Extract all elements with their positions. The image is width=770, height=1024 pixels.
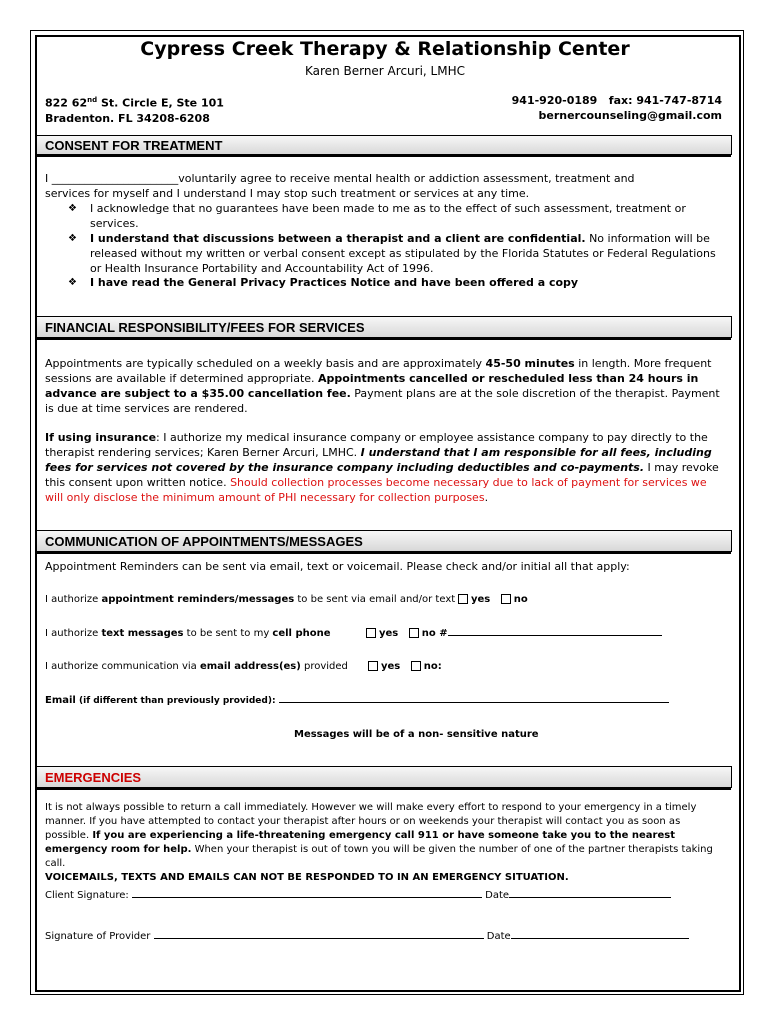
bullet-2-rest: No information will be released without my written or verbal consent except as stipulated by the Florida Statutes or Federal Regulations or Health Insurance Portability and Accountability Act of 1996. <box>90 232 716 275</box>
email-no-checkbox[interactable] <box>411 661 421 671</box>
provider-signature-label: Signature of Provider <box>45 931 151 942</box>
p2-b: : I authorize my medical insurance company or employee assistance company to pay directly to the therapist rendering services; Karen Berner Arcuri, LMHC. <box>45 431 708 459</box>
street-rest: St. Circle E, Ste 101 <box>97 96 224 110</box>
cell-number-field[interactable] <box>448 635 662 636</box>
yes-label: yes <box>471 594 491 605</box>
em-b: If you are experiencing a life-threatening emergency call 911 or have someone take you to the nearest emergency room for help. <box>45 830 675 855</box>
row2-c: to be sent to my <box>183 628 273 639</box>
provider-date-label: Date <box>486 931 511 942</box>
no-hash-label: no # <box>421 628 448 639</box>
p2-a: If using insurance <box>45 431 157 444</box>
p2-red: Should collection processes become necessary due to lack of payment for services we will only disclose the minimum amount of PHI necessary for collection purposes <box>45 476 707 504</box>
emergencies-paragraph <box>45 801 725 885</box>
intro-text: voluntarily agree to receive mental health or addiction assessment, treatment and <box>178 172 635 185</box>
row2-d: cell phone <box>272 628 331 639</box>
p1-e: Payment plans are at the sole discretion of the therapist. Payment is due at time services are rendered. <box>45 387 720 415</box>
name-blank[interactable]: _______________________ <box>51 172 179 185</box>
row2-b: text messages <box>101 628 184 639</box>
row1-c: to be sent via email and/or text <box>294 594 456 605</box>
reminders-yes-checkbox[interactable] <box>458 594 468 604</box>
text-no-checkbox[interactable] <box>409 628 419 638</box>
p1-b: 45-50 minutes <box>485 357 575 370</box>
contact-block <box>512 93 722 123</box>
em-d: VOICEMAILS, TEXTS AND EMAILS CAN NOT BE RESPONDED TO IN AN EMERGENCY SITUATION. <box>45 872 569 883</box>
bullet-3-text: I have read the General Privacy Practices Notice and have been offered a copy <box>90 276 579 289</box>
row2-a: I authorize <box>45 628 102 639</box>
em-a: It is not always possible to return a call immediately. However we will make every effort to respond to your emergency in a timely manner. If you have attempted to contact your therapist after hours or on weekends your therapist will contact you as soon as possible. <box>45 802 697 841</box>
communication-heading <box>37 530 732 552</box>
provider-signature-row <box>45 931 689 942</box>
phone-fax: 941-920-0189 fax: 941-747-8714 <box>511 94 722 107</box>
financial-heading <box>37 316 732 338</box>
email-note: (if different than previously provided): <box>75 696 276 706</box>
consent-bullet-1 <box>68 201 718 231</box>
center-title: Cypress Creek Therapy & Relationship Center <box>140 38 630 60</box>
street-number: 822 62 <box>45 96 88 110</box>
email-row <box>45 661 348 672</box>
address-block <box>45 93 224 126</box>
consent-intro <box>45 171 725 201</box>
reminders-options <box>458 594 528 605</box>
communication-intro: Appointment Reminders can be sent via email, text or voicemail. Please check and/or initial all that apply: <box>45 560 630 573</box>
bullet-2-bold: I understand that discussions between a therapist and a client are confidential. <box>90 232 586 245</box>
consent-bullet-3 <box>68 275 718 290</box>
no-colon-label: no: <box>423 661 442 672</box>
row3-b: email address(es) <box>199 661 301 672</box>
text-yes-checkbox[interactable] <box>366 628 376 638</box>
email-options <box>368 661 442 672</box>
diamond-bullet-icon: ❖ <box>68 203 77 214</box>
alt-email-field[interactable] <box>279 702 669 703</box>
intro-line-2: services for myself and I understand I may stop such treatment or services at any time. <box>45 187 530 200</box>
email-address: bernercounseling@gmail.com <box>538 109 722 122</box>
p2-c: I understand that I am responsible for all fees, including fees for services not covered by the insurance company including deductibles and co-payments. <box>45 446 712 474</box>
emergencies-heading-text: EMERGENCIES <box>45 770 142 785</box>
email-yes-checkbox[interactable] <box>368 661 378 671</box>
client-signature-label: Client Signature: <box>45 890 129 901</box>
bullet-1-text: I acknowledge that no guarantees have been made to me as to the effect of such assessment, treatment or services. <box>90 202 686 230</box>
therapist-name: Karen Berner Arcuri, LMHC <box>305 64 465 78</box>
p1-c: in length. More frequent sessions are available if determined appropriate. <box>45 357 712 385</box>
p1-d: Appointments cancelled or rescheduled less than 24 hours in advance are subject to a $35.00 cancellation fee. <box>45 372 699 400</box>
row3-c: provided <box>300 661 348 672</box>
yes-label: yes <box>381 661 401 672</box>
em-c: When your therapist is out of town you will be given the number of one of the partner therapists taking call. <box>45 844 713 869</box>
p1-a: Appointments are typically scheduled on a weekly basis and are approximately <box>45 357 486 370</box>
bullet-2-text <box>90 231 718 276</box>
diamond-bullet-icon: ❖ <box>68 233 77 244</box>
no-label: no <box>513 594 528 605</box>
emergencies-heading <box>37 766 732 788</box>
p2-d: I may revoke this consent upon written notice. <box>45 461 719 489</box>
row3-a: I authorize communication via <box>45 661 200 672</box>
financial-heading-text: FINANCIAL RESPONSIBILITY/FEES FOR SERVICES <box>45 320 365 335</box>
provider-date-field[interactable] <box>511 938 689 939</box>
row1-a: I authorize <box>45 594 102 605</box>
text-options <box>366 628 662 639</box>
financial-paragraph-2 <box>45 430 725 505</box>
client-signature-field[interactable] <box>132 897 482 898</box>
client-date-field[interactable] <box>509 897 671 898</box>
client-date-label: Date <box>485 890 510 901</box>
client-signature-row <box>45 890 671 901</box>
messages-note: Messages will be of a non- sensitive nature <box>294 729 539 740</box>
address-line-2: Bradenton. FL 34208-6208 <box>45 111 210 125</box>
reminders-no-checkbox[interactable] <box>501 594 511 604</box>
row1-b: appointment reminders/messages <box>101 594 295 605</box>
yes-label: yes <box>379 628 399 639</box>
reminders-row <box>45 594 455 605</box>
ordinal-suffix: nd <box>87 96 98 104</box>
p2-end: . <box>484 491 489 504</box>
address-line-1 <box>45 93 224 111</box>
provider-signature-field[interactable] <box>154 938 484 939</box>
text-row <box>45 628 331 639</box>
financial-paragraph-1 <box>45 356 725 416</box>
consent-bullet-2 <box>68 231 718 276</box>
consent-heading <box>37 135 732 155</box>
intro-i: I <box>45 172 52 185</box>
email-label: Email <box>45 695 76 706</box>
consent-heading-text: CONSENT FOR TREATMENT <box>45 138 223 153</box>
alt-email-row <box>45 695 669 706</box>
communication-heading-text: COMMUNICATION OF APPOINTMENTS/MESSAGES <box>45 534 363 549</box>
diamond-bullet-icon: ❖ <box>68 277 77 288</box>
